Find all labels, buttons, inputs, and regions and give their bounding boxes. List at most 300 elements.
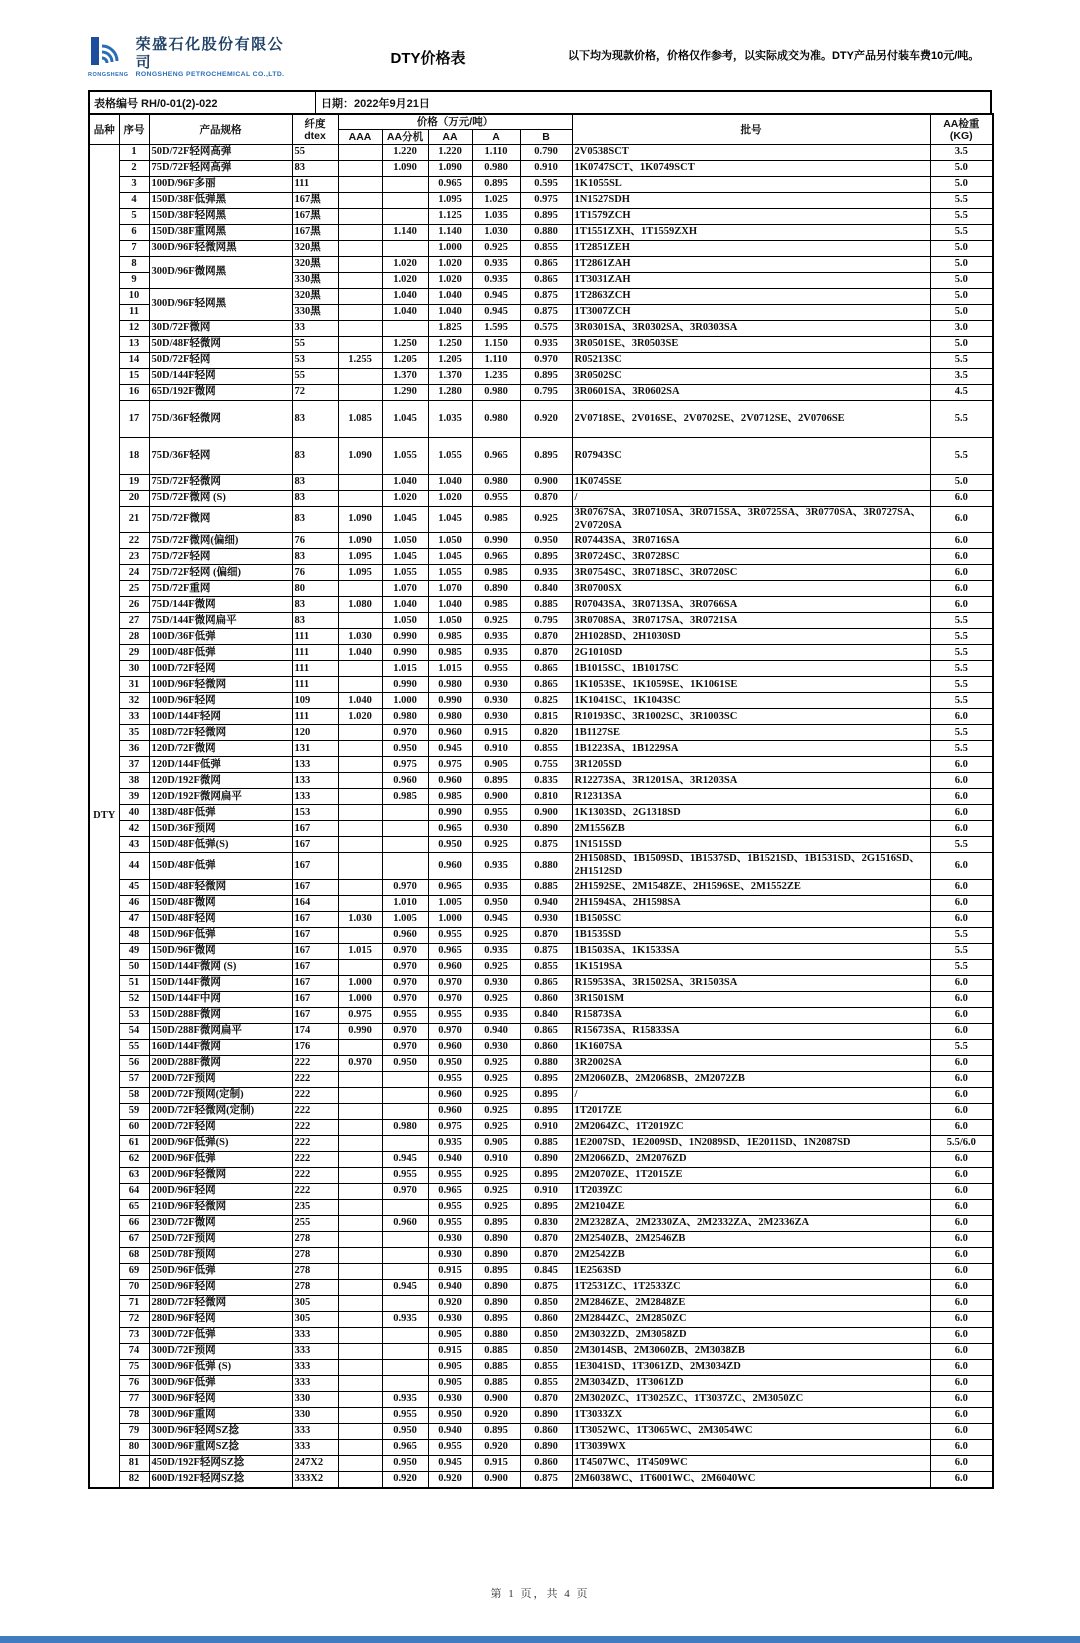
price-aa-cell: 0.905 — [428, 1375, 472, 1391]
batch-cell: 3R0754SC、3R0718SC、3R0720SC — [572, 565, 930, 581]
seq-cell: 18 — [119, 438, 149, 475]
price-aa-fenji-cell: 1.040 — [382, 305, 428, 321]
batch-cell: 2M3034ZD、1T3061ZD — [572, 1375, 930, 1391]
weight-cell: 5.0 — [930, 305, 993, 321]
price-aa-cell: 1.045 — [428, 549, 472, 565]
price-table — [88, 113, 994, 1489]
price-aa-cell: 0.915 — [428, 1343, 472, 1359]
price-a-cell: 0.980 — [472, 475, 520, 491]
dtex-cell: 222 — [292, 1087, 338, 1103]
price-aa-cell: 0.965 — [428, 1183, 472, 1199]
weight-cell: 6.0 — [930, 1055, 993, 1071]
spec-cell: 200D/96F低弹 — [149, 1151, 292, 1167]
dtex-cell: 333 — [292, 1423, 338, 1439]
price-aaa-cell — [338, 821, 382, 837]
price-aa-fenji-cell: 1.070 — [382, 581, 428, 597]
dtex-cell: 33 — [292, 321, 338, 337]
seq-cell: 24 — [119, 565, 149, 581]
price-aaa-cell — [338, 305, 382, 321]
table-row — [89, 821, 993, 837]
company-name-block — [136, 36, 288, 78]
weight-cell: 6.0 — [930, 597, 993, 613]
price-aa-fenji-cell: 1.000 — [382, 693, 428, 709]
seq-cell: 48 — [119, 927, 149, 943]
price-aa-fenji-cell: 0.955 — [382, 1167, 428, 1183]
price-a-cell: 0.955 — [472, 805, 520, 821]
seq-cell: 11 — [119, 305, 149, 321]
batch-cell: 1E2563SD — [572, 1263, 930, 1279]
batch-cell: 1T1579ZCH — [572, 209, 930, 225]
doc-title: DTY价格表 — [390, 49, 466, 67]
col-header-weight — [930, 114, 993, 145]
batch-cell: 1B1505SC — [572, 911, 930, 927]
price-aa-fenji-cell: 1.040 — [382, 289, 428, 305]
price-a-cell: 0.895 — [472, 177, 520, 193]
price-b-cell: 0.830 — [520, 1215, 572, 1231]
price-a-cell: 0.965 — [472, 549, 520, 565]
weight-cell: 5.5 — [930, 677, 993, 693]
weight-cell: 5.5 — [930, 193, 993, 209]
price-b-cell: 0.865 — [520, 273, 572, 289]
col-header-variety: 品种 — [89, 114, 119, 145]
dtex-cell: 305 — [292, 1311, 338, 1327]
price-aa-cell: 1.005 — [428, 895, 472, 911]
weight-cell: 5.0 — [930, 273, 993, 289]
seq-cell: 66 — [119, 1215, 149, 1231]
dtex-cell: 330黑 — [292, 273, 338, 289]
price-b-cell: 0.835 — [520, 773, 572, 789]
batch-cell: 2M2064ZC、1T2019ZC — [572, 1119, 930, 1135]
price-b-cell: 0.875 — [520, 1279, 572, 1295]
price-aa-cell: 0.960 — [428, 725, 472, 741]
batch-cell: 2V0538SCT — [572, 145, 930, 161]
price-aa-fenji-cell: 0.990 — [382, 677, 428, 693]
price-b-cell: 0.910 — [520, 1183, 572, 1199]
price-a-cell: 0.925 — [472, 1119, 520, 1135]
seq-cell: 7 — [119, 241, 149, 257]
price-a-cell: 0.925 — [472, 927, 520, 943]
price-aa-cell: 1.000 — [428, 241, 472, 257]
table-row — [89, 1231, 993, 1247]
price-b-cell: 0.865 — [520, 257, 572, 273]
price-aa-fenji-cell: 0.950 — [382, 1423, 428, 1439]
price-aa-cell: 1.020 — [428, 273, 472, 289]
price-aa-fenji-cell: 0.990 — [382, 645, 428, 661]
price-aaa-cell: 1.080 — [338, 597, 382, 613]
price-a-cell: 0.925 — [472, 991, 520, 1007]
price-b-cell: 0.900 — [520, 805, 572, 821]
dtex-cell: 133 — [292, 789, 338, 805]
price-aa-cell: 0.960 — [428, 1039, 472, 1055]
weight-cell: 6.0 — [930, 1183, 993, 1199]
price-aa-cell: 0.960 — [428, 1087, 472, 1103]
price-aa-cell: 1.280 — [428, 385, 472, 401]
price-aaa-cell — [338, 145, 382, 161]
price-aa-fenji-cell — [382, 837, 428, 853]
batch-cell: R15953SA、3R1502SA、3R1503SA — [572, 975, 930, 991]
table-row — [89, 289, 993, 305]
spec-cell: 50D/72F轻网高弹 — [149, 145, 292, 161]
price-aa-fenji-cell: 0.965 — [382, 1439, 428, 1455]
batch-cell: R12313SA — [572, 789, 930, 805]
seq-cell: 3 — [119, 177, 149, 193]
batch-cell: 2M2066ZD、2M2076ZD — [572, 1151, 930, 1167]
batch-cell: 2M3032ZD、2M3058ZD — [572, 1327, 930, 1343]
spec-cell: 75D/144F微网 — [149, 597, 292, 613]
price-aa-cell: 1.070 — [428, 581, 472, 597]
dtex-cell: 167 — [292, 879, 338, 895]
price-aa-fenji-cell: 1.005 — [382, 911, 428, 927]
price-aa-fenji-cell — [382, 1135, 428, 1151]
price-a-cell: 0.985 — [472, 565, 520, 581]
price-aa-fenji-cell: 1.290 — [382, 385, 428, 401]
price-a-cell: 0.935 — [472, 1007, 520, 1023]
spec-cell: 450D/192F轻网SZ捻 — [149, 1455, 292, 1471]
seq-cell: 23 — [119, 549, 149, 565]
price-a-cell: 0.920 — [472, 1439, 520, 1455]
spec-cell: 100D/48F低弹 — [149, 645, 292, 661]
logo-caption: RONGSHENG — [88, 72, 129, 78]
price-aaa-cell — [338, 1103, 382, 1119]
batch-cell: 2H1028SD、2H1030SD — [572, 629, 930, 645]
price-b-cell: 0.880 — [520, 1055, 572, 1071]
price-a-cell: 0.890 — [472, 581, 520, 597]
table-row — [89, 677, 993, 693]
price-aaa-cell — [338, 491, 382, 507]
weight-cell: 3.5 — [930, 369, 993, 385]
spec-cell: 300D/96F轻网黑 — [149, 289, 292, 321]
price-a-cell: 0.930 — [472, 693, 520, 709]
price-aa-fenji-cell — [382, 853, 428, 879]
seq-cell: 74 — [119, 1343, 149, 1359]
batch-cell: 3R0700SX — [572, 581, 930, 597]
batch-cell: 2M2540ZB、2M2546ZB — [572, 1231, 930, 1247]
seq-cell: 49 — [119, 943, 149, 959]
seq-cell: 9 — [119, 273, 149, 289]
price-b-cell: 0.895 — [520, 438, 572, 475]
weight-cell: 6.0 — [930, 991, 993, 1007]
dtex-cell: 55 — [292, 337, 338, 353]
batch-cell: / — [572, 1087, 930, 1103]
price-aaa-cell: 1.000 — [338, 975, 382, 991]
dtex-cell: 83 — [292, 475, 338, 491]
seq-cell: 71 — [119, 1295, 149, 1311]
table-row — [89, 895, 993, 911]
dtex-cell: 330 — [292, 1391, 338, 1407]
price-a-cell: 0.915 — [472, 725, 520, 741]
seq-cell: 1 — [119, 145, 149, 161]
weight-cell: 6.0 — [930, 1167, 993, 1183]
dtex-cell: 111 — [292, 177, 338, 193]
price-a-cell: 0.905 — [472, 757, 520, 773]
price-a-cell: 0.885 — [472, 1343, 520, 1359]
price-aa-cell: 0.950 — [428, 1055, 472, 1071]
price-b-cell: 0.845 — [520, 1263, 572, 1279]
batch-cell: 1B1223SA、1B1229SA — [572, 741, 930, 757]
seq-cell: 40 — [119, 805, 149, 821]
price-b-cell: 0.930 — [520, 911, 572, 927]
price-a-cell: 0.880 — [472, 1327, 520, 1343]
weight-cell: 5.0 — [930, 161, 993, 177]
seq-cell: 81 — [119, 1455, 149, 1471]
price-a-cell: 0.930 — [472, 821, 520, 837]
price-a-cell: 0.925 — [472, 1183, 520, 1199]
price-aaa-cell — [338, 853, 382, 879]
weight-cell: 6.0 — [930, 581, 993, 597]
batch-cell: 1E2007SD、1E2009SD、1N2089SD、1E2011SD、1N2087SD — [572, 1135, 930, 1151]
table-row — [89, 161, 993, 177]
price-b-cell: 0.885 — [520, 597, 572, 613]
price-aa-fenji-cell: 0.970 — [382, 959, 428, 975]
seq-cell: 82 — [119, 1471, 149, 1488]
price-aa-fenji-cell: 0.955 — [382, 1007, 428, 1023]
header-row-1 — [89, 114, 993, 130]
weight-cell: 6.0 — [930, 491, 993, 507]
batch-cell: 1B1015SC、1B1017SC — [572, 661, 930, 677]
seq-cell: 26 — [119, 597, 149, 613]
table-row — [89, 1215, 993, 1231]
price-table-head — [89, 114, 993, 145]
price-aa-cell: 1.045 — [428, 507, 472, 533]
dtex-cell: 133 — [292, 757, 338, 773]
table-row — [89, 145, 993, 161]
price-aaa-cell — [338, 773, 382, 789]
price-aa-cell: 1.035 — [428, 401, 472, 438]
price-b-cell: 0.870 — [520, 1391, 572, 1407]
spec-cell: 75D/72F重网 — [149, 581, 292, 597]
price-b-cell: 0.895 — [520, 1071, 572, 1087]
table-row — [89, 1327, 993, 1343]
price-aaa-cell — [338, 475, 382, 491]
price-a-cell: 1.030 — [472, 225, 520, 241]
price-aaa-cell — [338, 209, 382, 225]
spec-cell: 150D/48F微网 — [149, 895, 292, 911]
table-row — [89, 1023, 993, 1039]
seq-cell: 36 — [119, 741, 149, 757]
spec-cell: 250D/72F预网 — [149, 1231, 292, 1247]
price-a-cell: 0.905 — [472, 1135, 520, 1151]
price-aa-fenji-cell: 1.045 — [382, 401, 428, 438]
spec-cell: 100D/144F轻网 — [149, 709, 292, 725]
price-aaa-cell: 1.040 — [338, 645, 382, 661]
price-aa-fenji-cell: 1.140 — [382, 225, 428, 241]
price-aa-cell: 1.825 — [428, 321, 472, 337]
price-b-cell: 0.950 — [520, 533, 572, 549]
batch-cell: 1B1535SD — [572, 927, 930, 943]
table-row — [89, 1183, 993, 1199]
spec-cell: 75D/72F轻网高弹 — [149, 161, 292, 177]
price-aa-fenji-cell — [382, 1247, 428, 1263]
price-aaa-cell — [338, 1151, 382, 1167]
price-b-cell: 0.910 — [520, 161, 572, 177]
batch-cell: 1K0745SE — [572, 475, 930, 491]
price-aa-cell: 1.055 — [428, 565, 472, 581]
dtex-cell: 222 — [292, 1167, 338, 1183]
price-aaa-cell — [338, 257, 382, 273]
seq-cell: 43 — [119, 837, 149, 853]
batch-cell: / — [572, 491, 930, 507]
dtex-cell: 120 — [292, 725, 338, 741]
weight-cell: 6.0 — [930, 1375, 993, 1391]
dtex-cell: 80 — [292, 581, 338, 597]
dtex-cell: 278 — [292, 1231, 338, 1247]
weight-cell: 6.0 — [930, 1439, 993, 1455]
table-row — [89, 613, 993, 629]
seq-cell: 47 — [119, 911, 149, 927]
price-b-cell: 0.875 — [520, 943, 572, 959]
seq-cell: 38 — [119, 773, 149, 789]
price-aa-cell: 0.970 — [428, 975, 472, 991]
price-a-cell: 0.925 — [472, 1167, 520, 1183]
weight-cell: 6.0 — [930, 507, 993, 533]
price-b-cell: 0.895 — [520, 1087, 572, 1103]
weight-cell: 6.0 — [930, 879, 993, 895]
dtex-cell: 167 — [292, 1007, 338, 1023]
dtex-cell: 109 — [292, 693, 338, 709]
col-header-price-group: 价格（万元/吨） — [338, 114, 572, 130]
price-aa-fenji-cell: 0.945 — [382, 1151, 428, 1167]
price-aa-cell: 0.955 — [428, 1007, 472, 1023]
seq-cell: 52 — [119, 991, 149, 1007]
price-aa-fenji-cell: 0.920 — [382, 1471, 428, 1488]
dtex-cell: 235 — [292, 1199, 338, 1215]
dtex-cell: 330黑 — [292, 305, 338, 321]
seq-cell: 53 — [119, 1007, 149, 1023]
table-row — [89, 1119, 993, 1135]
price-a-cell: 0.900 — [472, 1471, 520, 1488]
form-date: 日期：2022年9月21日 — [321, 98, 430, 110]
price-b-cell: 0.840 — [520, 1007, 572, 1023]
dtex-cell: 167 — [292, 837, 338, 853]
page-header — [88, 36, 992, 78]
price-aaa-cell — [338, 741, 382, 757]
price-aaa-cell — [338, 789, 382, 805]
seq-cell: 79 — [119, 1423, 149, 1439]
spec-cell: 100D/72F轻网 — [149, 661, 292, 677]
price-aa-cell: 1.040 — [428, 289, 472, 305]
batch-cell: 1B1127SE — [572, 725, 930, 741]
seq-cell: 15 — [119, 369, 149, 385]
batch-cell: 1T3039WX — [572, 1439, 930, 1455]
price-aa-cell: 0.935 — [428, 1135, 472, 1151]
price-a-cell: 0.925 — [472, 1103, 520, 1119]
company-name-cn: 荣盛石化股份有限公司 — [135, 36, 285, 71]
price-a-cell: 0.935 — [472, 645, 520, 661]
batch-cell: R15873SA — [572, 1007, 930, 1023]
price-b-cell: 0.870 — [520, 1231, 572, 1247]
weight-cell: 6.0 — [930, 1343, 993, 1359]
price-aa-cell: 0.940 — [428, 1279, 472, 1295]
price-b-cell: 0.865 — [520, 661, 572, 677]
table-row — [89, 337, 993, 353]
price-aa-fenji-cell: 1.045 — [382, 507, 428, 533]
price-aa-fenji-cell: 0.945 — [382, 1279, 428, 1295]
spec-cell: 200D/96F轻网 — [149, 1183, 292, 1199]
dtex-cell: 167 — [292, 975, 338, 991]
price-a-cell: 0.990 — [472, 533, 520, 549]
seq-cell: 59 — [119, 1103, 149, 1119]
price-a-cell: 0.935 — [472, 853, 520, 879]
seq-cell: 6 — [119, 225, 149, 241]
price-aaa-cell — [338, 1231, 382, 1247]
price-a-cell: 0.980 — [472, 385, 520, 401]
table-row — [89, 1295, 993, 1311]
batch-cell: R07043SA、3R0713SA、3R0766SA — [572, 597, 930, 613]
weight-cell: 6.0 — [930, 1103, 993, 1119]
price-aa-cell: 0.945 — [428, 1455, 472, 1471]
price-aa-cell: 0.920 — [428, 1471, 472, 1488]
seq-cell: 75 — [119, 1359, 149, 1375]
batch-cell: 1T4507WC、1T4509WC — [572, 1455, 930, 1471]
dtex-cell: 167 — [292, 927, 338, 943]
price-b-cell: 0.920 — [520, 401, 572, 438]
price-aa-cell: 1.040 — [428, 597, 472, 613]
price-aa-cell: 0.930 — [428, 1247, 472, 1263]
price-aaa-cell — [338, 289, 382, 305]
spec-cell: 160D/144F微网 — [149, 1039, 292, 1055]
dtex-cell: 167 — [292, 959, 338, 975]
price-aa-cell: 1.040 — [428, 475, 472, 491]
col-header-spec: 产品规格 — [149, 114, 292, 145]
weight-cell: 6.0 — [930, 821, 993, 837]
price-b-cell: 0.875 — [520, 305, 572, 321]
price-aaa-cell — [338, 1263, 382, 1279]
spec-cell: 100D/96F轻微网 — [149, 677, 292, 693]
price-aa-fenji-cell: 0.985 — [382, 789, 428, 805]
price-b-cell: 0.900 — [520, 475, 572, 491]
batch-cell: 1T3052WC、1T3065WC、2M3054WC — [572, 1423, 930, 1439]
price-a-cell: 0.955 — [472, 661, 520, 677]
price-b-cell: 0.795 — [520, 385, 572, 401]
price-b-cell: 0.890 — [520, 1407, 572, 1423]
table-row — [89, 1439, 993, 1455]
price-aa-fenji-cell: 1.050 — [382, 613, 428, 629]
seq-cell: 54 — [119, 1023, 149, 1039]
price-aa-cell: 1.055 — [428, 438, 472, 475]
price-aa-cell: 0.965 — [428, 943, 472, 959]
price-aa-fenji-cell — [382, 1071, 428, 1087]
batch-cell: 2M1556ZB — [572, 821, 930, 837]
seq-cell: 65 — [119, 1199, 149, 1215]
weight-cell: 5.0 — [930, 177, 993, 193]
price-aa-fenji-cell: 0.960 — [382, 1215, 428, 1231]
batch-cell: 2M6038WC、1T6001WC、2M6040WC — [572, 1471, 930, 1488]
price-aa-cell: 0.930 — [428, 1311, 472, 1327]
seq-cell: 25 — [119, 581, 149, 597]
price-aa-cell: 0.905 — [428, 1327, 472, 1343]
price-b-cell: 0.875 — [520, 1471, 572, 1488]
price-aa-cell: 0.940 — [428, 1151, 472, 1167]
spec-cell: 300D/96F低弹 — [149, 1375, 292, 1391]
seq-cell: 45 — [119, 879, 149, 895]
price-aaa-cell — [338, 927, 382, 943]
price-aaa-cell: 1.090 — [338, 533, 382, 549]
batch-cell: R15673SA、R15833SA — [572, 1023, 930, 1039]
logo-block — [88, 36, 129, 78]
table-row — [89, 1039, 993, 1055]
table-row — [89, 693, 993, 709]
price-aaa-cell — [338, 1327, 382, 1343]
seq-cell: 37 — [119, 757, 149, 773]
price-aa-cell: 0.970 — [428, 991, 472, 1007]
price-aaa-cell — [338, 1215, 382, 1231]
table-row — [89, 507, 993, 533]
col-header-seq: 序号 — [119, 114, 149, 145]
seq-cell: 64 — [119, 1183, 149, 1199]
price-aa-fenji-cell — [382, 193, 428, 209]
price-aaa-cell: 0.975 — [338, 1007, 382, 1023]
price-notice: 以下均为现款价格，价格仅作参考，以实际成交为准。DTY产品另付装车费10元/吨。 — [567, 50, 980, 63]
